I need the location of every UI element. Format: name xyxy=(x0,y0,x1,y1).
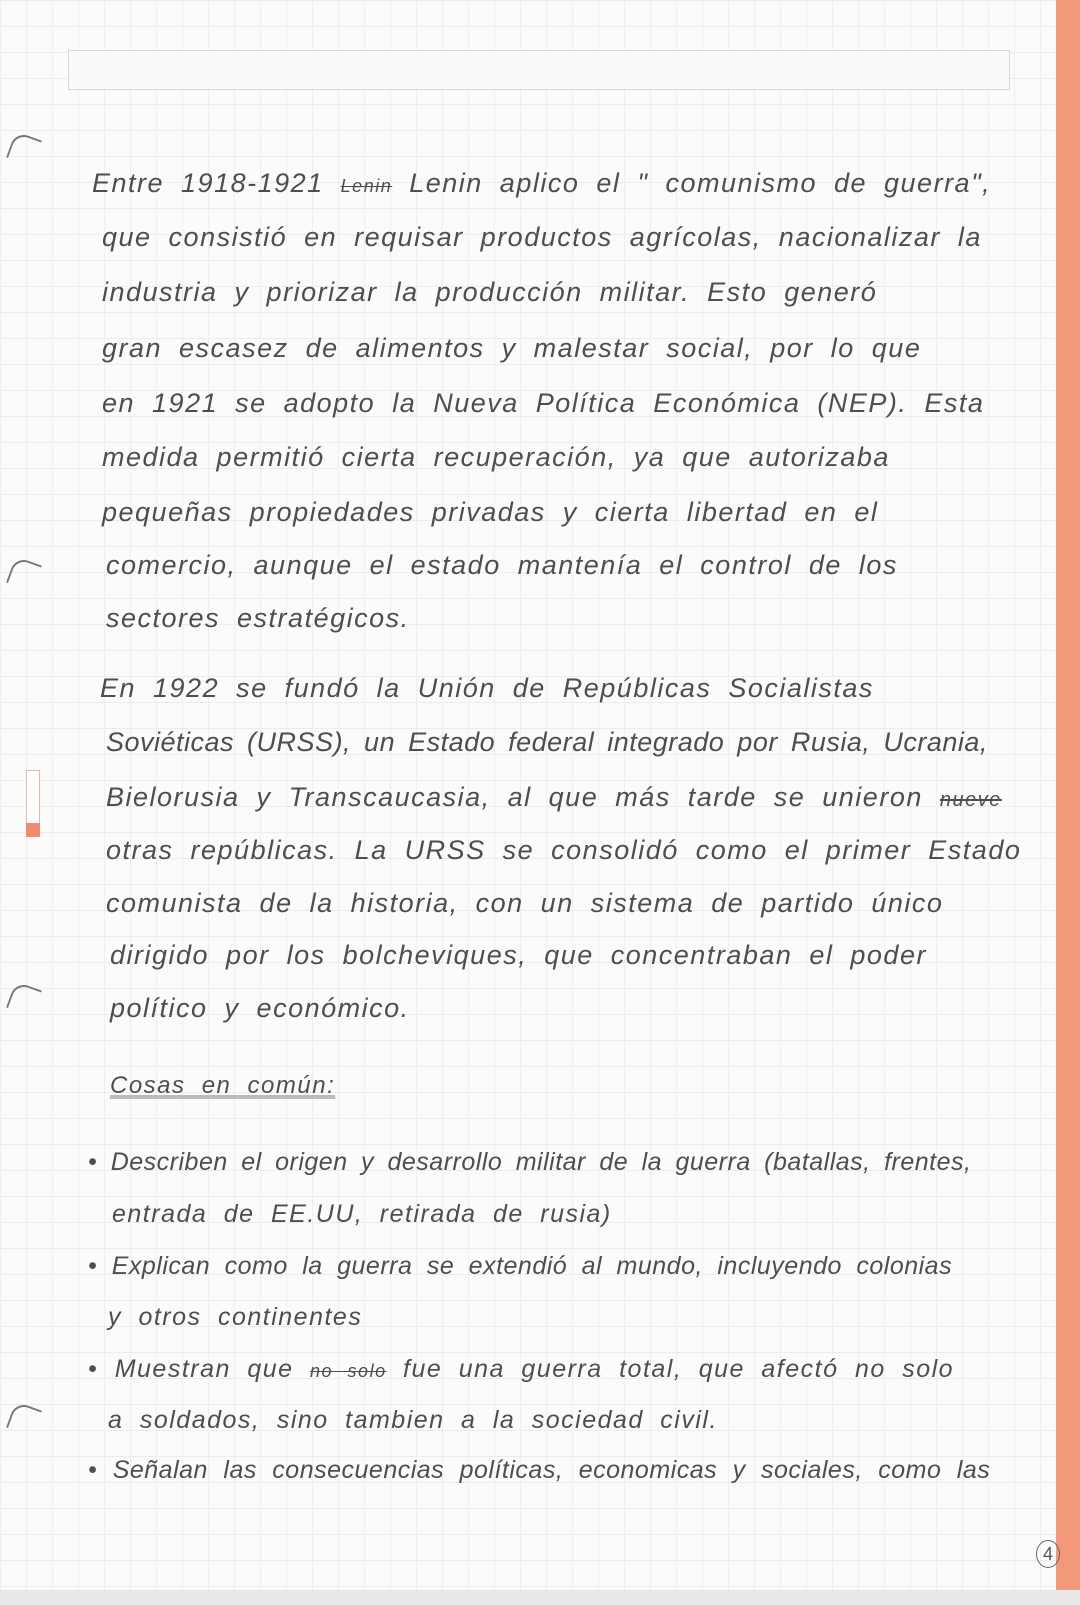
binder-hole-mark xyxy=(6,981,42,1017)
header-box xyxy=(68,50,1010,90)
page-bottom-edge xyxy=(0,1590,1080,1605)
bullet-item: • Muestran que no solo fue una guerra total, que afectó no solo xyxy=(88,1355,955,1383)
text-line: pequeñas propiedades privadas y cierta libertad en el xyxy=(102,497,879,527)
text-line: comercio, aunque el estado mantenía el control de los xyxy=(106,550,898,580)
bullet-continuation: a soldados, sino tambien a la sociedad civil. xyxy=(108,1406,718,1434)
text-line: sectores estratégicos. xyxy=(106,603,410,633)
notebook-margin-strip xyxy=(1056,0,1080,1590)
text-line: Entre 1918-1921 Lenin Lenin aplico el " comunismo de guerra", xyxy=(92,168,992,198)
binder-hole-mark xyxy=(6,556,42,592)
struck-word: nueve xyxy=(939,789,1002,811)
text-line: gran escasez de alimentos y malestar social, por lo que xyxy=(102,333,922,363)
text-line: otras repúblicas. La URSS se consolidó como el primer Estado xyxy=(106,835,1022,865)
text-line: dirigido por los bolcheviques, que concentraban el poder xyxy=(110,940,927,970)
page-number: 4 xyxy=(1036,1540,1060,1568)
bullet-continuation: y otros continentes xyxy=(108,1303,363,1331)
binder-hole-mark xyxy=(6,131,42,167)
text-line: Soviéticas (URSS), un Estado federal integrado por Rusia, Ucrania, xyxy=(106,727,988,757)
text-line: medida permitió cierta recuperación, ya que autorizaba xyxy=(102,442,890,472)
struck-word: no solo xyxy=(310,1361,387,1381)
text-line: político y económico. xyxy=(110,993,410,1023)
text-line: En 1922 se fundó la Unión de Repúblicas Socialistas xyxy=(100,673,874,703)
text-line: comunista de la historia, con un sistema de partido único xyxy=(106,888,944,918)
notebook-brand-logo xyxy=(26,770,40,824)
bullet-continuation: entrada de EE.UU, retirada de rusia) xyxy=(112,1200,612,1228)
struck-word: Lenin xyxy=(340,176,393,196)
bullet-item: • Describen el origen y desarrollo militar de la guerra (batallas, frentes, xyxy=(88,1148,972,1176)
section-heading: Cosas en común: xyxy=(110,1072,336,1099)
text-line: en 1921 se adopto la Nueva Política Económica (NEP). Esta xyxy=(102,388,985,418)
text-line: que consistió en requisar productos agrícolas, nacionalizar la xyxy=(102,222,982,252)
text-line: industria y priorizar la producción militar. Esto generó xyxy=(102,277,878,307)
binder-hole-mark xyxy=(6,1401,42,1437)
bullet-item: • Explican como la guerra se extendió al mundo, incluyendo colonias xyxy=(88,1252,953,1280)
text-line: Bielorusia y Transcaucasia, al que más tarde se unieron nueve xyxy=(106,782,1002,812)
bullet-item: • Señalan las consecuencias políticas, economicas y sociales, como las xyxy=(88,1456,991,1484)
